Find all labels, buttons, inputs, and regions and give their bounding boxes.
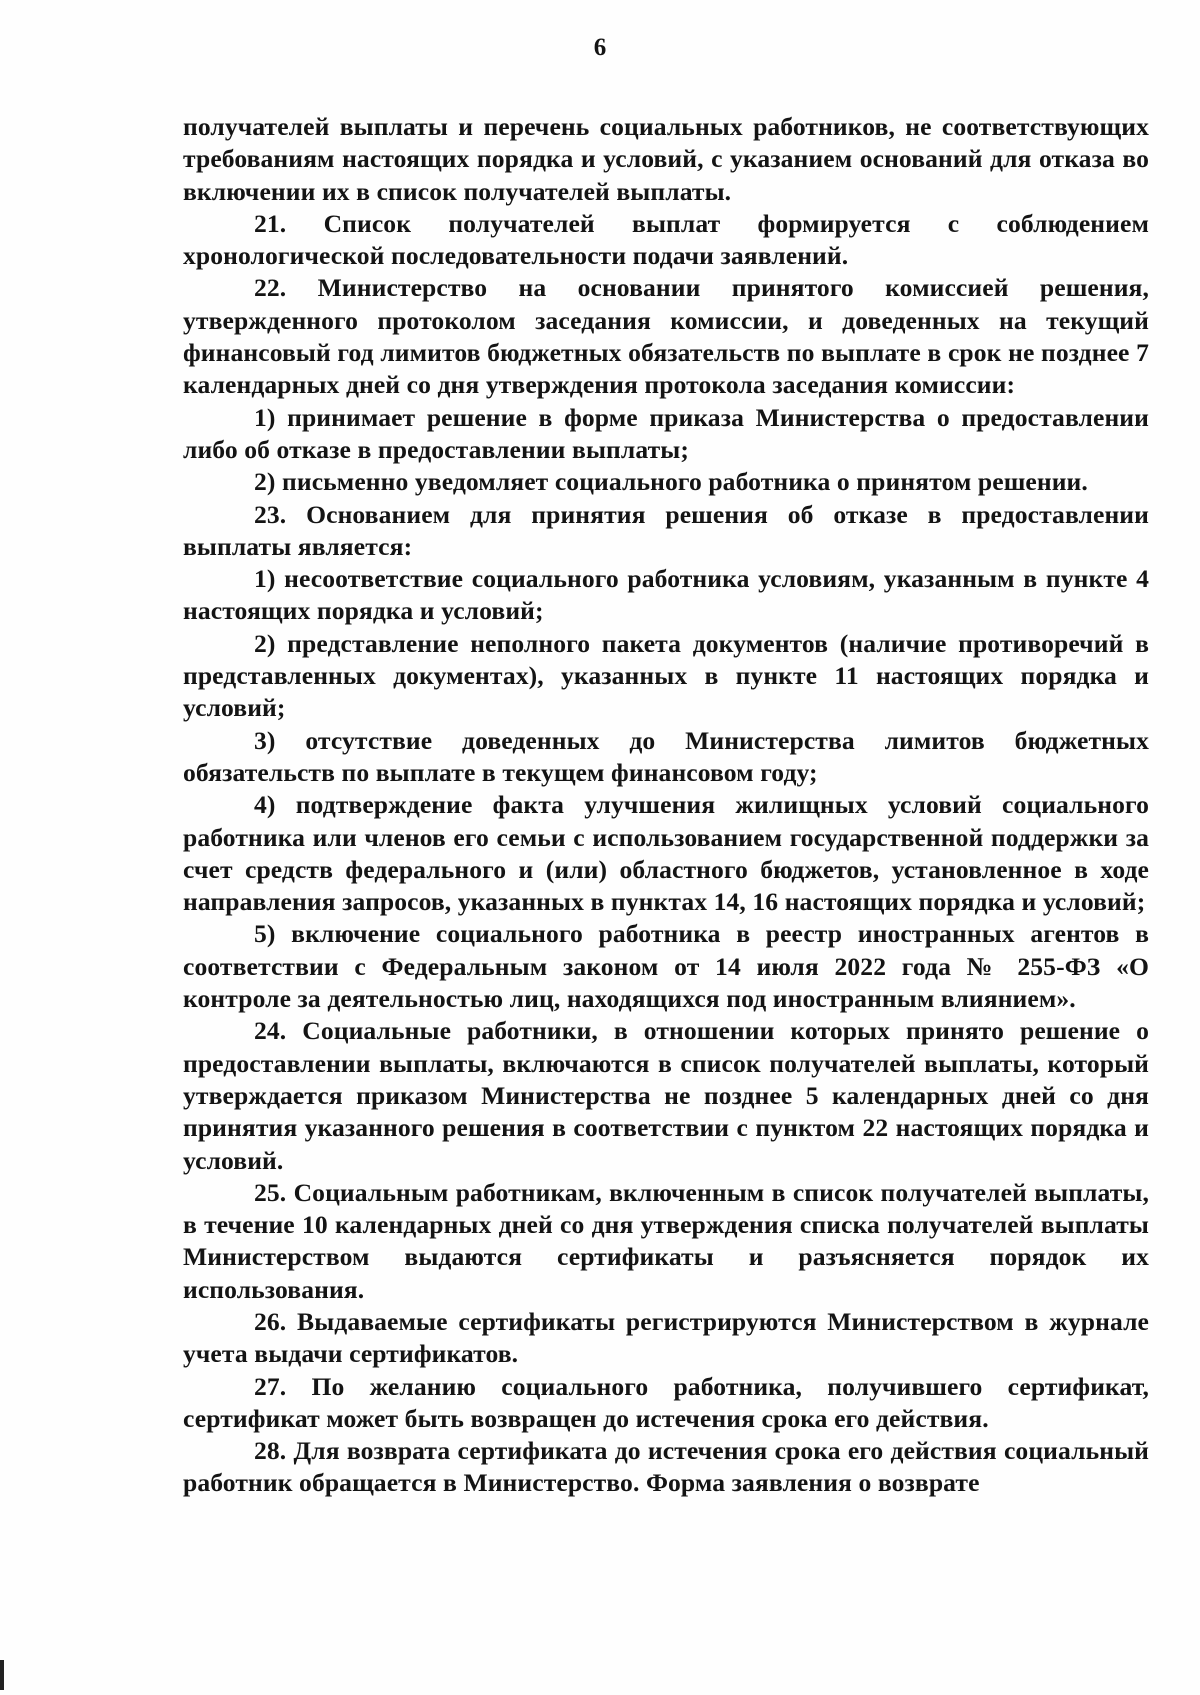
paragraph-25: 25. Социальным работникам, включенным в список получателей выплаты, в течение 10 календарных дней со дня утверждения списка получателей выплаты Министерством выдаются сертификаты и разъясняется порядок их использования. [183, 1177, 1149, 1304]
paragraph-22-item-1: 1) принимает решение в форме приказа Министерства о предоставлении либо об отказе в предоставлении выплаты; [183, 402, 1149, 464]
paragraph-continuation: получателей выплаты и перечень социальных работников, не соответствующих требованиям настоящих порядка и условий, с указанием оснований для отказа во включении их в список получателей выплаты. [183, 112, 1149, 206]
paragraph-23-item-1: 1) несоответствие социального работника условиям, указанным в пункте 4 настоящих порядка и условий; [183, 564, 1149, 626]
paragraph-23-item-5: 5) включение социального работника в реестр иностранных агентов в соответствии с Федеральным законом от 14 июля 2022 года № 255-ФЗ «О контроле за деятельностью лиц, находящихся под иностранным влиянием». [183, 919, 1149, 1014]
paragraph-21: 21. Список получателей выплат формируется с соблюдением хронологической последовательности подачи заявлений. [183, 208, 1149, 271]
paragraph-22-item-2: 2) письменно уведомляет социального работника о принятом решении. [254, 467, 1088, 497]
paragraph-28: 28. Для возврата сертификата до истечения срока его действия социальный работник обращается в Министерство. Форма заявления о возврате [183, 1436, 1149, 1498]
paragraph-23-item-3: 3) отсутствие доведенных до Министерства лимитов бюджетных обязательств по выплате в текущем финансовом году; [183, 725, 1149, 787]
paragraph-22: 22. Министерство на основании принятого комиссией решения, утвержденного протоколом заседания комиссии, и доведенных на текущий финансовый год лимитов бюджетных обязательств по выплате в срок не позднее 7 календарных дней со дня утверждения протокола заседания комиссии: [183, 273, 1149, 400]
paragraph-23-item-4: 4) подтверждение факта улучшения жилищных условий социального работника или членов его семьи с использованием государственной поддержки за счет средств федерального и (или) областного бюджетов, установленное в ходе направления запросов, указанных в пунктах 14, 16 настоящих порядка и условий; [183, 790, 1149, 917]
page-number: 6 [593, 34, 607, 61]
paragraph-27: 27. По желанию социального работника, получившего сертификат, сертификат может быть возвращен до истечения срока его действия. [183, 1371, 1149, 1433]
scan-edge-mark [0, 1660, 4, 1690]
document-body [183, 111, 1149, 1500]
paragraph-26: 26. Выдаваемые сертификаты регистрируются Министерством в журнале учета выдачи сертификатов. [183, 1306, 1149, 1369]
paragraph-23-item-2: 2) представление неполного пакета документов (наличие противоречий в представленных документах), указанных в пункте 11 настоящих порядка и условий; [183, 628, 1149, 723]
paragraph-23: 23. Основанием для принятия решения об отказе в предоставлении выплаты является: [183, 499, 1149, 561]
paragraph-24: 24. Социальные работники, в отношении которых принято решение о предоставлении выплаты, включаются в список получателей выплаты, который утверждается приказом Министерства не позднее 5 календарных дней со дня принятия указанного решения в соответствии с пунктом 22 настоящих порядка и условий. [183, 1016, 1149, 1175]
